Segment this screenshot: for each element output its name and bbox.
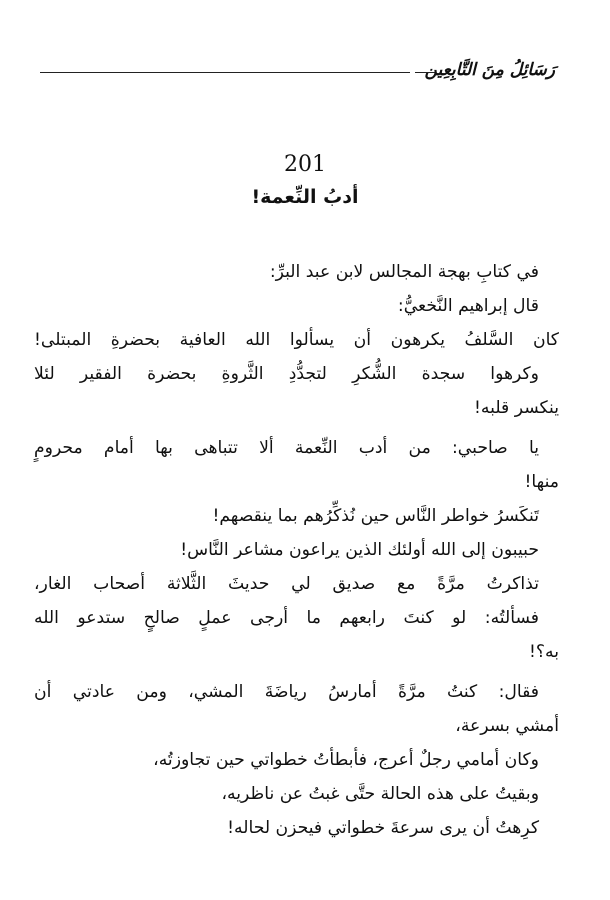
section-title: أدبُ النِّعمة! (251, 186, 359, 208)
text-line: كرِهتُ أن يرى سرعةَ خطواتي فيحزن لحاله! (227, 818, 539, 838)
text-line: وكرهوا سجدة الشُّكرِ لتجدُّدِ الثَّروةِ بحضرة الفقير لئلا (34, 364, 539, 384)
body-text (34, 255, 559, 845)
text-line: في كتابِ بهجة المجالس لابن عبد البرِّ: (269, 262, 539, 282)
header-rule-dash (415, 72, 435, 73)
book-title: رَسَائِلُ مِنَ التَّابِعِين (424, 60, 555, 80)
text-line: يا صاحبي: من أدب النِّعمة ألا تتباهى بها أمام محرومٍ (34, 438, 539, 458)
text-line: وبقيتُ على هذه الحالة حتَّى غبتُ عن ناظريه، (221, 784, 539, 804)
text-line: حبيبون إلى الله أولئك الذين يراعون مشاعر النَّاس! (180, 540, 539, 560)
text-line: ينكسر قلبه! (474, 398, 559, 418)
header-rule (40, 72, 410, 73)
text-line: تَنكَسرُ خواطر النَّاس حين نُذكِّرُهم بما ينقصهم! (212, 506, 539, 526)
text-line: قال إبراهيم النَّخعيُّ: (397, 296, 539, 316)
text-line: كان السَّلفُ يكرهون أن يسألوا الله العافية بحضرةِ المبتلى! (34, 330, 559, 350)
text-line: منها! (524, 472, 559, 492)
running-header (40, 60, 555, 84)
text-line: فسألتُه: لو كنتَ رابعهم ما أرجى عملٍ صالحٍ ستدعو الله (34, 608, 539, 628)
section-number: 201 (284, 152, 326, 177)
text-line: تذاكرتُ مرَّةً مع صديق لي حديثَ الثَّلاثة أصحاب الغار، (34, 574, 539, 594)
text-line: وكان أمامي رجلٌ أعرج، فأبطأتُ خطواتي حين تجاوزتُه، (153, 750, 539, 770)
text-line: أمشي بسرعة، (455, 716, 559, 736)
text-line: فقال: كنتُ مرَّةً أمارسُ رياضَةَ المشي، ومن عادتي أن (34, 682, 539, 702)
text-line: به؟! (528, 642, 559, 662)
